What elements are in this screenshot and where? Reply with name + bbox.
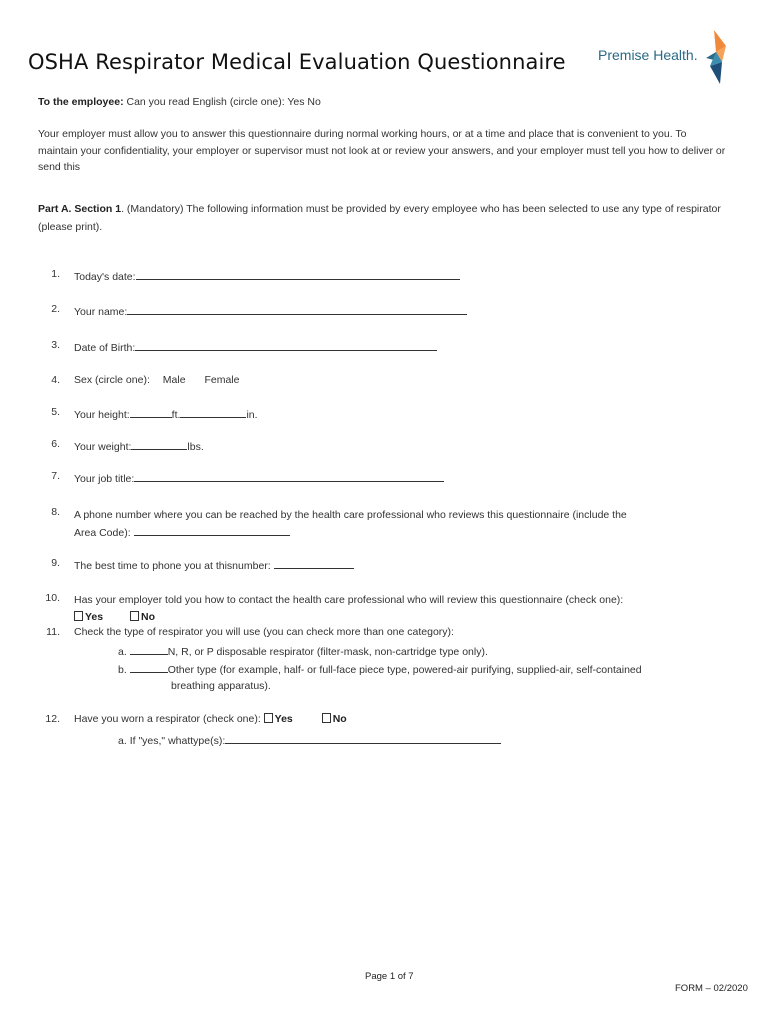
employee-question: Can you read English (circle one): Yes No — [126, 96, 321, 108]
q7-number: 7. — [51, 470, 60, 482]
q6-label: Your weight: — [74, 441, 132, 453]
q4-label: Sex (circle one): — [74, 374, 150, 386]
phone-number-field[interactable] — [134, 524, 290, 536]
height-feet-unit: ft. — [171, 409, 181, 421]
q12-worn-respirator — [74, 713, 347, 725]
q10-no-label: No — [141, 611, 156, 623]
q4-sex — [74, 374, 239, 386]
q3-date-of-birth — [74, 339, 437, 354]
q8-label-area-code: Area Code): — [74, 527, 131, 539]
q10-contact — [74, 592, 623, 626]
employee-label: To the employee: — [38, 96, 124, 108]
q12-a-letter: a. — [118, 735, 127, 747]
q2-your-name — [74, 303, 467, 318]
q5-height — [74, 406, 258, 421]
name-field[interactable] — [127, 303, 467, 315]
q8-phone-number — [74, 506, 627, 542]
height-feet-field[interactable] — [130, 406, 172, 418]
q11-b-field[interactable] — [130, 661, 168, 673]
q11-b-text: Other type (for example, half- or full-face piece type, powered-air purifying, supplied-air, self-contained — [167, 664, 642, 676]
q2-label: Your name: — [74, 306, 128, 318]
read-english-question — [38, 94, 321, 111]
q6-weight — [74, 438, 204, 453]
q10-label: Has your employer told you how to contact the health care professional who will review this questionnaire (check one): — [74, 594, 624, 606]
weight-unit: lbs. — [187, 441, 204, 453]
q12-yes-checkbox[interactable] — [264, 713, 273, 723]
page-number: Page 1 of 7 — [365, 971, 414, 982]
q3-label: Date of Birth: — [74, 342, 136, 354]
q10-no-checkbox[interactable] — [130, 611, 139, 621]
q11-a-field[interactable] — [130, 643, 168, 655]
form-version: FORM – 02/2020 — [675, 983, 748, 994]
best-time-field[interactable] — [274, 557, 354, 569]
q12-label: Have you worn a respirator (check one): — [74, 713, 261, 725]
logo-text: Premise Health. — [598, 47, 698, 63]
q10-yes-label: Yes — [85, 611, 104, 623]
q11-label: Check the type of respirator you will use (you can check more than one category): — [74, 626, 454, 638]
q6-number: 6. — [51, 438, 60, 450]
q5-label: Your height: — [74, 409, 130, 421]
q11-number: 11. — [46, 626, 60, 638]
q11-option-b — [118, 661, 642, 676]
part-a-text: . (Mandatory) The following information must be provided by every employee who has been selected to use any type of respirator (please print). — [38, 203, 721, 233]
q1-number: 1. — [51, 268, 60, 280]
job-title-field[interactable] — [134, 470, 444, 482]
q12-number: 12. — [45, 713, 60, 725]
part-a-section-1 — [38, 200, 728, 236]
sex-option-female[interactable]: Female — [204, 374, 240, 386]
q12-a-text: If "yes," whattype(s): — [129, 735, 226, 747]
q12-option-a — [118, 732, 501, 747]
q4-number: 4. — [51, 374, 60, 386]
q10-number: 10. — [45, 592, 60, 604]
q7-job-title — [74, 470, 444, 485]
q11-b-letter: b. — [118, 664, 127, 676]
weight-field[interactable] — [131, 438, 187, 450]
height-inches-unit: in. — [246, 409, 258, 421]
q12-no-label: No — [332, 713, 347, 725]
q9-number: 9. — [51, 557, 60, 569]
q12-yes-label: Yes — [274, 713, 293, 725]
q8-number: 8. — [51, 506, 60, 518]
premise-health-logo-icon — [702, 30, 728, 84]
q11-b-text-continued: breathing apparatus). — [171, 680, 271, 692]
q2-number: 2. — [51, 303, 60, 315]
q8-label: A phone number where you can be reached by the health care professional who reviews this questionnaire (include the — [74, 509, 627, 521]
page-title: OSHA Respirator Medical Evaluation Questionnaire — [28, 50, 566, 74]
todays-date-field[interactable] — [136, 268, 460, 280]
q1-label: Today's date: — [74, 271, 136, 283]
q10-yes-checkbox[interactable] — [74, 611, 83, 621]
part-a-label: Part A. Section 1 — [38, 203, 122, 215]
q9-best-time — [74, 557, 354, 572]
respirator-types-field[interactable] — [225, 732, 501, 744]
sex-option-male[interactable]: Male — [162, 374, 186, 386]
q11-a-text: N, R, or P disposable respirator (filter-mask, non-cartridge type only). — [167, 646, 488, 658]
intro-paragraph: Your employer must allow you to answer this questionnaire during normal working hours, or at a time and place that is convenient to you. To maintain your confidentiality, your employer or supervisor must not look at or review your answers, and your employer must tell you how to deliver or send this — [38, 128, 726, 173]
height-inches-field[interactable] — [180, 406, 246, 418]
q5-number: 5. — [51, 406, 60, 418]
q9-label: The best time to phone you at thisnumber: — [74, 560, 271, 572]
date-of-birth-field[interactable] — [135, 339, 437, 351]
q1-todays-date — [74, 268, 460, 283]
q12-no-checkbox[interactable] — [322, 713, 331, 723]
q11-a-letter: a. — [118, 646, 127, 658]
q3-number: 3. — [51, 339, 60, 351]
q11-option-a — [118, 643, 488, 658]
q7-label: Your job title: — [74, 473, 135, 485]
